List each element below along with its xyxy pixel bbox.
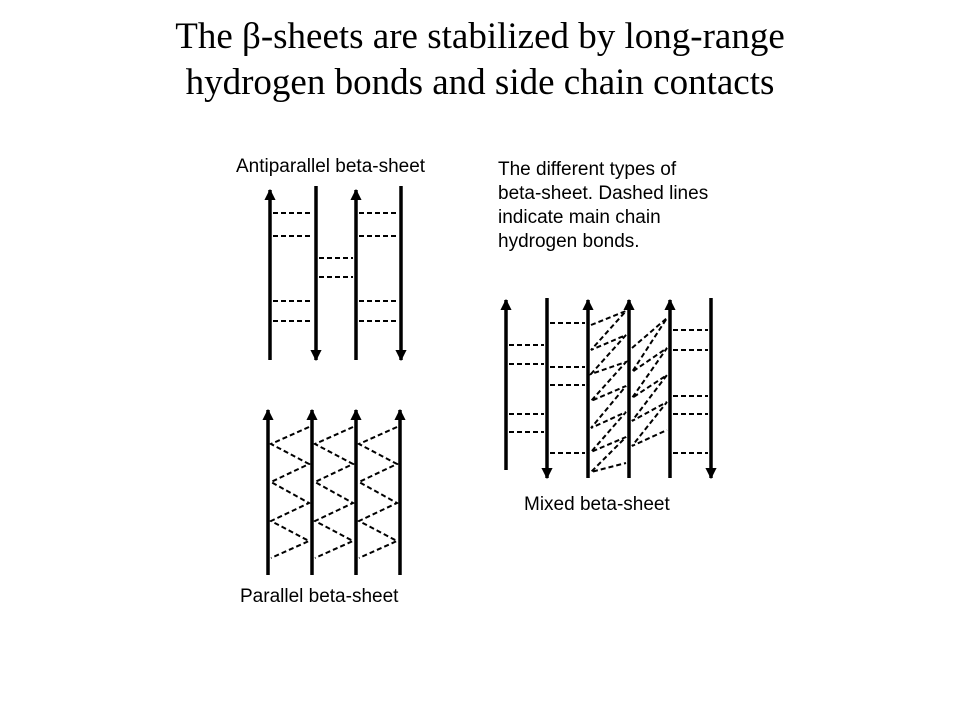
caption-line-3: indicate main chain [498,207,661,228]
title-line-1: The β-sheets are stabilized by long-range [175,16,785,57]
hydrogen-bond-zigzag [271,427,309,558]
antiparallel-label: Antiparallel beta-sheet [236,156,426,177]
parallel-label: Parallel beta-sheet [240,586,399,607]
caption-line-4: hydrogen bonds. [498,231,640,252]
hydrogen-bond-zigzag [315,427,353,558]
antiparallel-sheet [270,186,401,360]
parallel-sheet [268,410,400,575]
caption-line-2: beta-sheet. Dashed lines [498,183,709,204]
hydrogen-bond-zigzag [359,427,397,558]
title-line-2: hydrogen bonds and side chain contacts [185,62,775,103]
mixed-label: Mixed beta-sheet [524,494,670,515]
hydrogen-bond-zigzag [591,311,626,472]
mixed-sheet [506,298,711,478]
hydrogen-bond-zigzag [632,318,667,446]
caption-line-1: The different types of [498,159,677,180]
